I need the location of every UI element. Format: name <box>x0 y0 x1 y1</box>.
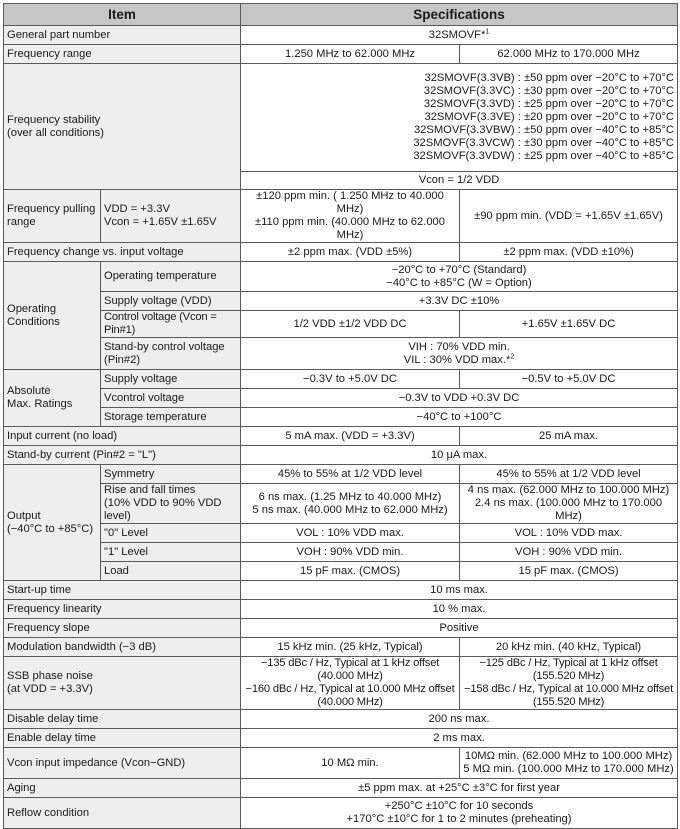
level-1-low: VOH : 90% VDD min. <box>241 543 460 562</box>
spec-table <box>3 3 678 829</box>
row-aging <box>4 779 678 798</box>
row-abs-supply <box>4 370 678 389</box>
level-0-high: VOL : 10% VDD max. <box>460 524 678 543</box>
frequency-slope-label: Frequency slope <box>4 619 241 638</box>
reflow-label: Reflow condition <box>4 798 241 829</box>
standby-current-label: Stand-by current (Pin#2 = "L") <box>4 446 241 465</box>
operating-temperature-value: −20°C to +70°C (Standard) −40°C to +85°C (W = Option) <box>241 262 678 292</box>
symmetry-high: 45% to 55% at 1/2 VDD level <box>460 465 678 484</box>
frequency-pulling-high: ±90 ppm min. (VDD = +1.65V ±1.65V) <box>460 190 678 243</box>
disable-delay-value: 200 ns max. <box>241 710 678 729</box>
row-supply-voltage <box>4 292 678 311</box>
row-frequency-linearity <box>4 600 678 619</box>
standby-control-label: Stand-by control voltage (Pin#2) <box>101 338 241 370</box>
row-modulation-bandwidth <box>4 638 678 657</box>
frequency-range-label: Frequency range <box>4 45 241 64</box>
row-frequency-change <box>4 243 678 262</box>
operating-temperature-label: Operating temperature <box>101 262 241 292</box>
row-frequency-stability <box>4 64 678 172</box>
rise-fall-low: 6 ns max. (1.25 MHz to 40.000 MHz) 5 ns max. (40.000 MHz to 62.000 MHz) <box>241 484 460 524</box>
rise-fall-label: Rise and fall times (10% VDD to 90% VDD level) <box>101 484 241 524</box>
header-row <box>4 4 678 26</box>
part-number-label: General part number <box>4 26 241 45</box>
startup-time-label: Start-up time <box>4 581 241 600</box>
reflow-value: +250°C ±10°C for 10 seconds +170°C ±10°C for 1 to 2 minutes (preheating) <box>241 798 678 829</box>
frequency-linearity-value: 10 % max. <box>241 600 678 619</box>
frequency-linearity-label: Frequency linearity <box>4 600 241 619</box>
row-part-number <box>4 26 678 45</box>
standby-control-value: VIH : 70% VDD min. VIL : 30% VDD max.*$^2$ <box>241 338 678 370</box>
control-voltage-low: 1/2 VDD ±1/2 VDD DC <box>241 311 460 338</box>
supply-voltage-value: +3.3V DC ±10% <box>241 292 678 311</box>
enable-delay-value: 2 ms max. <box>241 729 678 748</box>
frequency-change-low: ±2 ppm max. (VDD ±5%) <box>241 243 460 262</box>
row-ssb-phase-noise <box>4 657 678 710</box>
ssb-phase-noise-low: −135 dBc / Hz, Typical at 1 kHz offset (40.000 MHz) −160 dBc / Hz, Typical at 10.000 MHz offset (40.000 MHz) <box>241 657 460 710</box>
row-frequency-range <box>4 45 678 64</box>
frequency-pulling-low: ±120 ppm min. ( 1.250 MHz to 40.000 MHz) ±110 ppm min. (40.000 MHz to 62.000 MHz) <box>241 190 460 243</box>
aging-value: ±5 ppm max. at +25°C ±3°C for first year <box>241 779 678 798</box>
row-frequency-pulling <box>4 190 678 243</box>
standby-current-value: 10 μA max. <box>241 446 678 465</box>
symmetry-label: Symmetry <box>101 465 241 484</box>
row-frequency-slope <box>4 619 678 638</box>
row-standby-control <box>4 338 678 370</box>
abs-supply-high: −0.5V to +5.0V DC <box>460 370 678 389</box>
operating-conditions-label: Operating Conditions <box>4 262 101 370</box>
load-high: 15 pF max. (CMOS) <box>460 562 678 581</box>
modulation-bandwidth-low: 15 kHz min. (25 kHz, Typical) <box>241 638 460 657</box>
row-enable-delay <box>4 729 678 748</box>
output-label: Output (−40°C to +85°C) <box>4 465 101 581</box>
level-1-high: VOH : 90% VDD min. <box>460 543 678 562</box>
vcon-impedance-low: 10 MΩ min. <box>241 748 460 779</box>
row-rise-fall <box>4 484 678 524</box>
modulation-bandwidth-high: 20 kHz min. (40 kHz, Typical) <box>460 638 678 657</box>
abs-supply-label: Supply voltage <box>101 370 241 389</box>
absolute-ratings-label: Absolute Max. Ratings <box>4 370 101 427</box>
symmetry-low: 45% to 55% at 1/2 VDD level <box>241 465 460 484</box>
row-disable-delay <box>4 710 678 729</box>
row-control-voltage <box>4 311 678 338</box>
row-standby-current <box>4 446 678 465</box>
row-vcon-impedance <box>4 748 678 779</box>
frequency-pulling-condition: VDD = +3.3V Vcon = +1.65V ±1.65V <box>101 190 241 243</box>
abs-supply-low: −0.3V to +5.0V DC <box>241 370 460 389</box>
row-level-1 <box>4 543 678 562</box>
disable-delay-label: Disable delay time <box>4 710 241 729</box>
ssb-phase-noise-label: SSB phase noise (at VDD = +3.3V) <box>4 657 241 710</box>
aging-label: Aging <box>4 779 241 798</box>
row-input-current <box>4 427 678 446</box>
load-label: Load <box>101 562 241 581</box>
input-current-high: 25 mA max. <box>460 427 678 446</box>
row-storage-temperature <box>4 408 678 427</box>
control-voltage-label: Control voltage (Vcon = Pin#1) <box>101 311 241 338</box>
vcon-impedance-high: 10MΩ min. (62.000 MHz to 100.000 MHz) 5 MΩ min. (100.000 MHz to 170.000 MHz) <box>460 748 678 779</box>
control-voltage-high: +1.65V ±1.65V DC <box>460 311 678 338</box>
header-item: Item <box>4 4 241 26</box>
frequency-pulling-label: Frequency pulling range <box>4 190 101 243</box>
storage-temperature-label: Storage temperature <box>101 408 241 427</box>
enable-delay-label: Enable delay time <box>4 729 241 748</box>
vcontrol-voltage-value: −0.3V to VDD +0.3V DC <box>241 389 678 408</box>
ssb-phase-noise-high: −125 dBc / Hz, Typical at 1 kHz offset (155.520 MHz) −158 dBc / Hz, Typical at 10.000 MHz offset (155.520 MHz) <box>460 657 678 710</box>
rise-fall-high: 4 ns max. (62.000 MHz to 100.000 MHz) 2.4 ns max. (100.000 MHz to 170.000 MHz) <box>460 484 678 524</box>
row-vcontrol-voltage <box>4 389 678 408</box>
row-startup-time <box>4 581 678 600</box>
frequency-change-label: Frequency change vs. input voltage <box>4 243 241 262</box>
vcon-impedance-label: Vcon input impedance (Vcon−GND) <box>4 748 241 779</box>
frequency-stability-vcon: Vcon = 1/2 VDD <box>241 172 678 190</box>
supply-voltage-label: Supply voltage (VDD) <box>101 292 241 311</box>
row-operating-temperature <box>4 262 678 292</box>
startup-time-value: 10 ms max. <box>241 581 678 600</box>
row-level-0 <box>4 524 678 543</box>
row-symmetry <box>4 465 678 484</box>
frequency-stability-values: 32SMOVF(3.3VB) : ±50 ppm over −20°C to +70°C 32SMOVF(3.3VC) : ±30 ppm over −20°C to +70°C 32SMOVF(3.3VD) : ±25 ppm over −20°C to +70°C 32SMOVF(3.3VE) : ±20 ppm over −20°C to +70°C 32SMOVF(3.3VBW) : ±50 ppm over −40°C to +85°C 32SMOVF(3.3VCW) : ±30 ppm over −40°C to +85°C 32SMOVF(3.3VDW) : ±25 ppm over −40°C to +85°C <box>241 64 678 172</box>
modulation-bandwidth-label: Modulation bandwidth (−3 dB) <box>4 638 241 657</box>
vcontrol-voltage-label: Vcontrol voltage <box>101 389 241 408</box>
header-specifications: Specifications <box>241 4 678 26</box>
level-1-label: "1" Level <box>101 543 241 562</box>
load-low: 15 pF max. (CMOS) <box>241 562 460 581</box>
row-reflow <box>4 798 678 829</box>
input-current-label: Input current (no load) <box>4 427 241 446</box>
frequency-stability-label: Frequency stability (over all conditions) <box>4 64 241 190</box>
frequency-slope-value: Positive <box>241 619 678 638</box>
level-0-label: "0" Level <box>101 524 241 543</box>
row-load <box>4 562 678 581</box>
frequency-range-low: 1.250 MHz to 62.000 MHz <box>241 45 460 64</box>
part-number-value: 32SMOVF*$^1$ <box>241 26 678 45</box>
input-current-low: 5 mA max. (VDD = +3.3V) <box>241 427 460 446</box>
frequency-change-high: ±2 ppm max. (VDD ±10%) <box>460 243 678 262</box>
level-0-low: VOL : 10% VDD max. <box>241 524 460 543</box>
storage-temperature-value: −40°C to +100°C <box>241 408 678 427</box>
frequency-range-high: 62.000 MHz to 170.000 MHz <box>460 45 678 64</box>
